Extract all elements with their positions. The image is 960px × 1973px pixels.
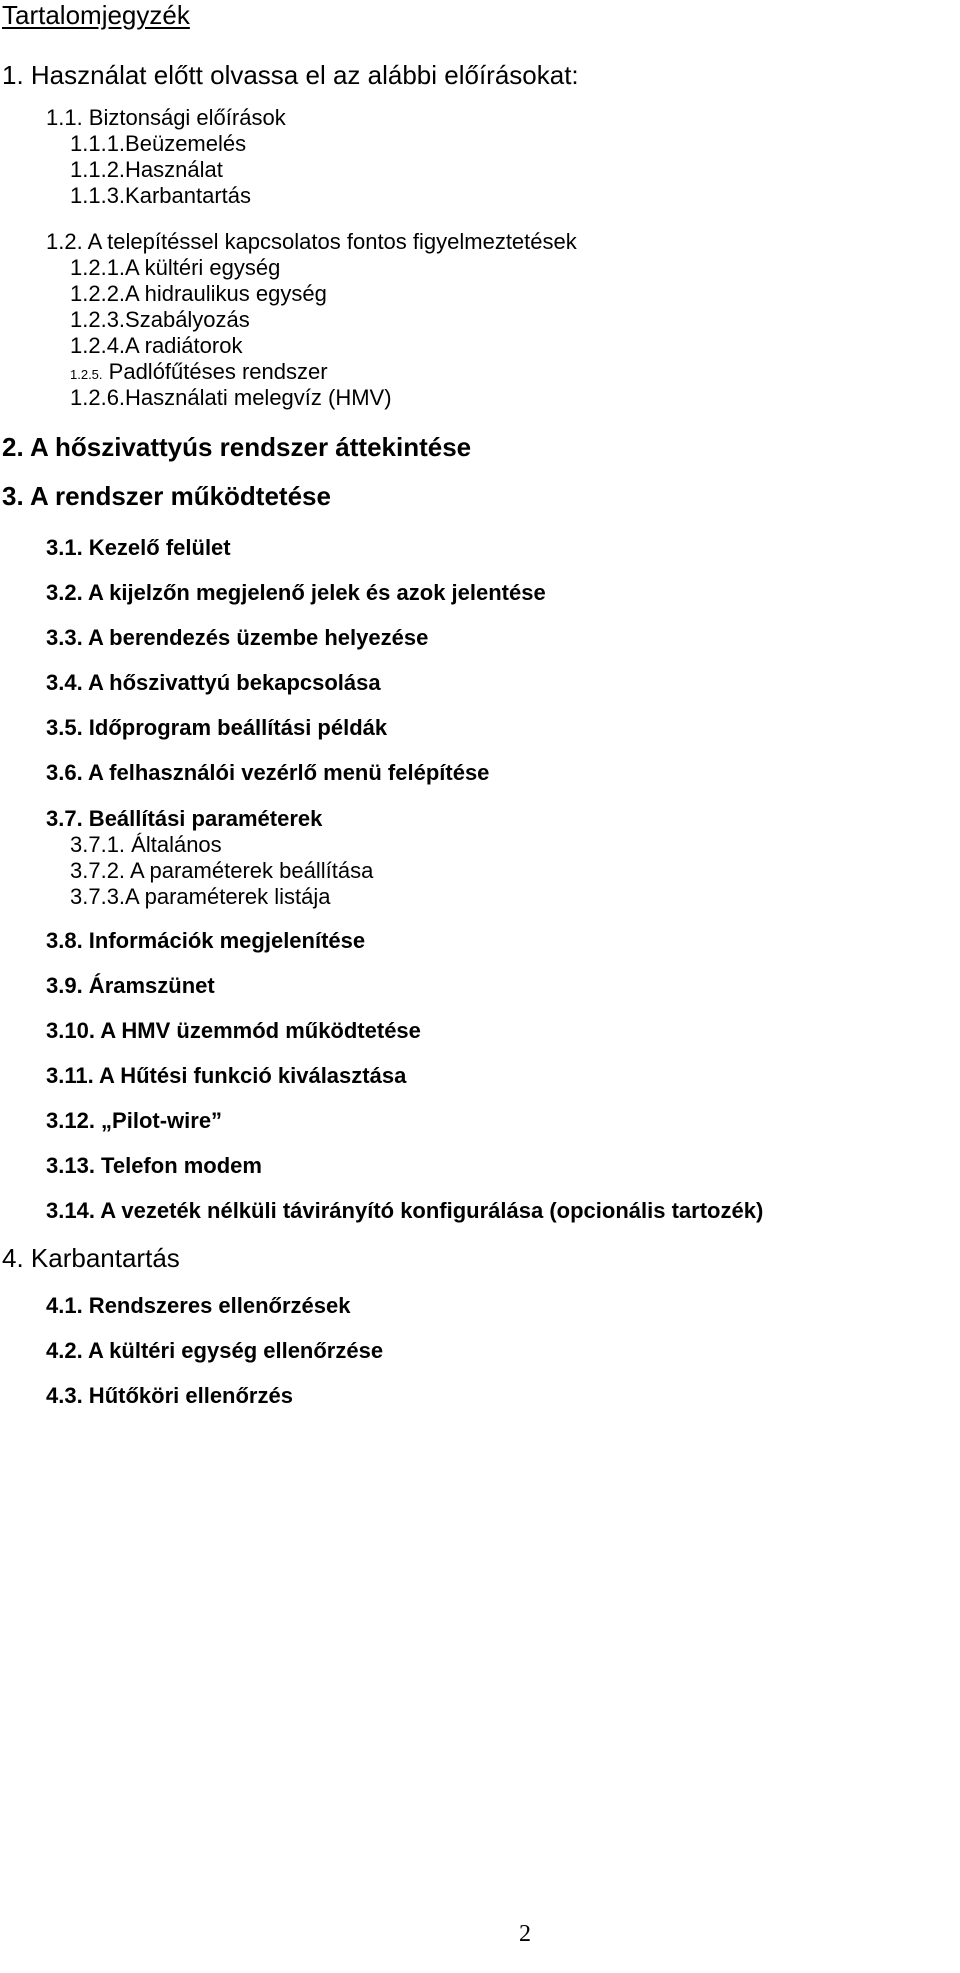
toc-entry-3-7: 3.7. Beállítási paraméterek bbox=[46, 806, 323, 831]
toc-entry-3-5: 3.5. Időprogram beállítási példák bbox=[46, 715, 388, 740]
toc-entry-3-8: 3.8. Információk megjelenítése bbox=[46, 928, 366, 953]
toc-entry-2: 2. A hőszivattyús rendszer áttekintése bbox=[2, 432, 472, 462]
toc-entry-3-7-2: 3.7.2. A paraméterek beállítása bbox=[70, 858, 374, 883]
toc-entry-3-12: 3.12. „Pilot-wire” bbox=[46, 1108, 223, 1133]
toc-entry-1-2-5-number: 1.2.5. bbox=[70, 367, 103, 382]
toc-entry-1-1-1: 1.1.1.Beüzemelés bbox=[70, 131, 247, 156]
toc-entry-1-2-5 bbox=[70, 361, 328, 383]
toc-entry-3: 3. A rendszer működtetése bbox=[2, 481, 331, 511]
toc-entry-1-2-1: 1.2.1.A kültéri egység bbox=[70, 255, 281, 280]
page-number: 2 bbox=[519, 1921, 531, 1947]
toc-entry-3-11: 3.11. A Hűtési funkció kiválasztása bbox=[46, 1063, 407, 1088]
toc-entry-3-14: 3.14. A vezeték nélküli távirányító konfigurálása (opcionális tartozék) bbox=[46, 1198, 764, 1223]
toc-entry-1-2-5-text: Padlófűtéses rendszer bbox=[108, 359, 328, 384]
toc-entry-1-2-4: 1.2.4.A radiátorok bbox=[70, 333, 243, 358]
toc-entry-1: 1. Használat előtt olvassa el az alábbi előírásokat: bbox=[2, 60, 579, 90]
toc-entry-4: 4. Karbantartás bbox=[2, 1243, 180, 1273]
toc-entry-3-7-3: 3.7.3.A paraméterek listája bbox=[70, 884, 331, 909]
toc-entry-3-4: 3.4. A hőszivattyú bekapcsolása bbox=[46, 670, 381, 695]
toc-entry-3-2: 3.2. A kijelzőn megjelenő jelek és azok jelentése bbox=[46, 580, 546, 605]
toc-entry-1-2: 1.2. A telepítéssel kapcsolatos fontos figyelmeztetések bbox=[46, 229, 577, 254]
toc-entry-3-3: 3.3. A berendezés üzembe helyezése bbox=[46, 625, 429, 650]
page-title: Tartalomjegyzék bbox=[2, 0, 190, 30]
toc-entry-3-7-1: 3.7.1. Általános bbox=[70, 832, 222, 857]
toc-entry-3-10: 3.10. A HMV üzemmód működtetése bbox=[46, 1018, 421, 1043]
toc-entry-1-1-2: 1.1.2.Használat bbox=[70, 157, 223, 182]
toc-entry-1-1-3: 1.1.3.Karbantartás bbox=[70, 183, 252, 208]
toc-entry-1-2-2: 1.2.2.A hidraulikus egység bbox=[70, 281, 327, 306]
toc-entry-1-2-6: 1.2.6.Használati melegvíz (HMV) bbox=[70, 385, 392, 410]
toc-entry-3-9: 3.9. Áramszünet bbox=[46, 973, 215, 998]
toc-entry-4-2: 4.2. A kültéri egység ellenőrzése bbox=[46, 1338, 384, 1363]
toc-entry-3-13: 3.13. Telefon modem bbox=[46, 1153, 262, 1178]
toc-entry-4-3: 4.3. Hűtőköri ellenőrzés bbox=[46, 1383, 293, 1408]
toc-entry-1-1: 1.1. Biztonsági előírások bbox=[46, 105, 286, 130]
toc-entry-1-2-3: 1.2.3.Szabályozás bbox=[70, 307, 250, 332]
toc-entry-4-1: 4.1. Rendszeres ellenőrzések bbox=[46, 1293, 351, 1318]
toc-entry-3-6: 3.6. A felhasználói vezérlő menü felépítése bbox=[46, 760, 490, 785]
toc-entry-3-1: 3.1. Kezelő felület bbox=[46, 535, 231, 560]
